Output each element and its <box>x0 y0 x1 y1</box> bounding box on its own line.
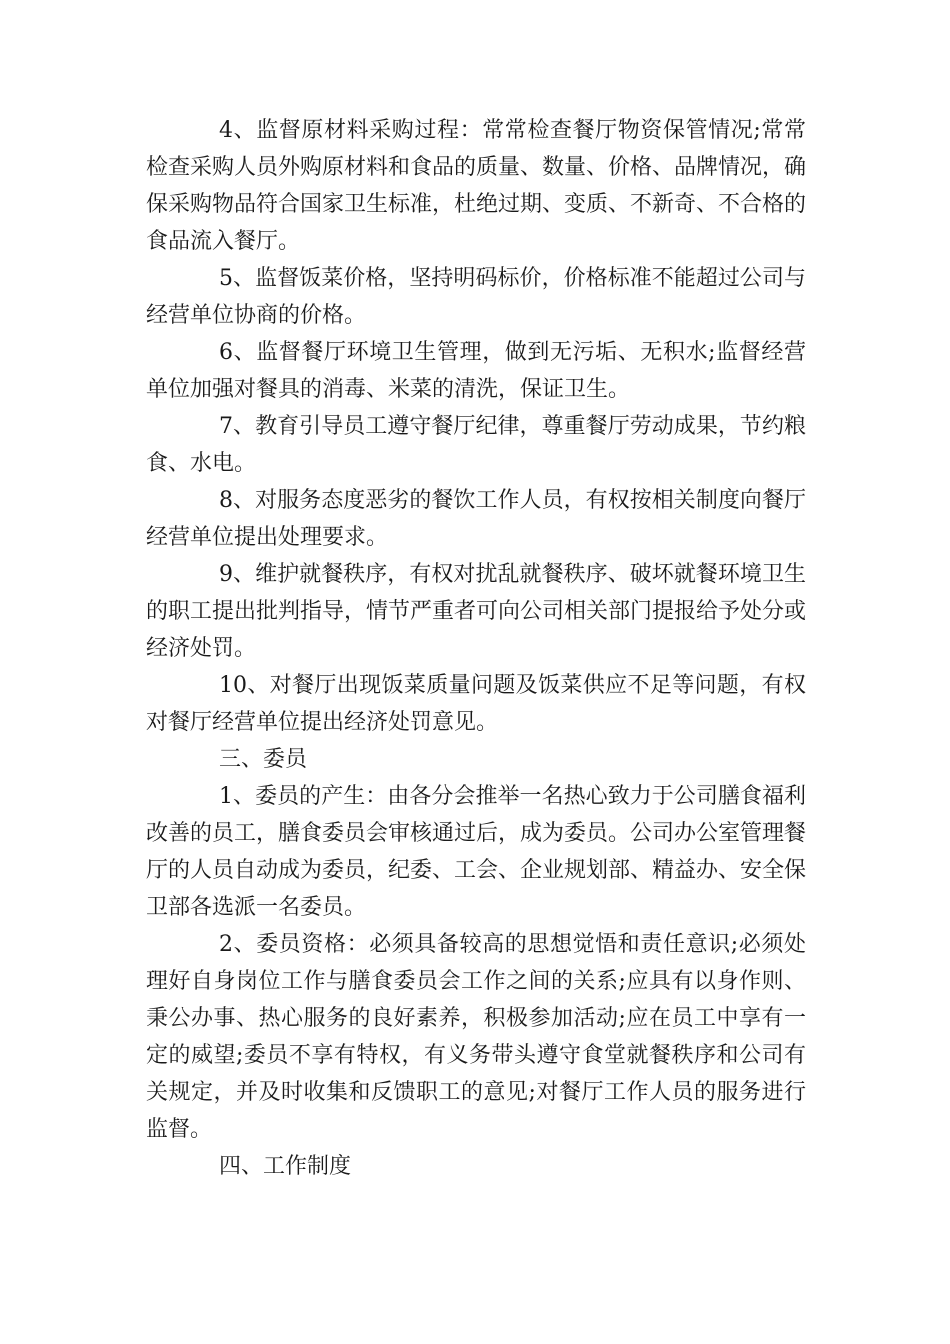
section-heading-work-system: 四、工作制度 <box>219 1154 352 1179</box>
paragraph-item-9: 9、维护就餐秩序，有权对扰乱就餐秩序、破坏就餐环境卫生的职工提出批判指导，情节严重者可向公司相关部门提报给予处分或经济处罚。 <box>146 562 807 661</box>
section-heading-members: 三、委员 <box>219 747 308 772</box>
paragraph-item-8: 8、对服务态度恶劣的餐饮工作人员，有权按相关制度向餐厅经营单位提出处理要求。 <box>146 488 806 550</box>
paragraph-item-5: 5、监督饭菜价格，坚持明码标价，价格标准不能超过公司与经营单位协商的价格。 <box>146 266 806 328</box>
paragraph-member-selection: 1、委员的产生：由各分会推举一名热心致力于公司膳食福利改善的员工，膳食委员会审核通过后，成为委员。公司办公室管理餐厅的人员自动成为委员，纪委、工会、企业规划部、精益办、安全保卫部各选派一名委员。 <box>146 784 807 920</box>
paragraph-item-7: 7、教育引导员工遵守餐厅纪律，尊重餐厅劳动成果，节约粮食、水电。 <box>146 414 806 476</box>
paragraph-member-qualification: 2、委员资格：必须具备较高的思想觉悟和责任意识;必须处理好自身岗位工作与膳食委员会工作之间的关系;应具有以身作则、秉公办事、热心服务的良好素养，积极参加活动;应在员工中享有一定的威望;委员不享有特权，有义务带头遵守食堂就餐秩序和公司有关规定，并及时收集和反馈职工的意见;对餐厅工作人员的服务进行监督。 <box>146 932 806 1142</box>
paragraph-item-10: 10、对餐厅出现饭菜质量问题及饭菜供应不足等问题，有权对餐厅经营单位提出经济处罚意见。 <box>146 673 806 735</box>
paragraph-item-4: 4、监督原材料采购过程：常常检查餐厅物资保管情况;常常检查采购人员外购原材料和食品的质量、数量、价格、品牌情况，确保采购物品符合国家卫生标准，杜绝过期、变质、不新奇、不合格的食品流入餐厅。 <box>146 118 807 254</box>
document-page <box>146 112 806 1185</box>
paragraph-item-6: 6、监督餐厅环境卫生管理，做到无污垢、无积水;监督经营单位加强对餐具的消毒、米菜的清洗，保证卫生。 <box>146 340 806 402</box>
